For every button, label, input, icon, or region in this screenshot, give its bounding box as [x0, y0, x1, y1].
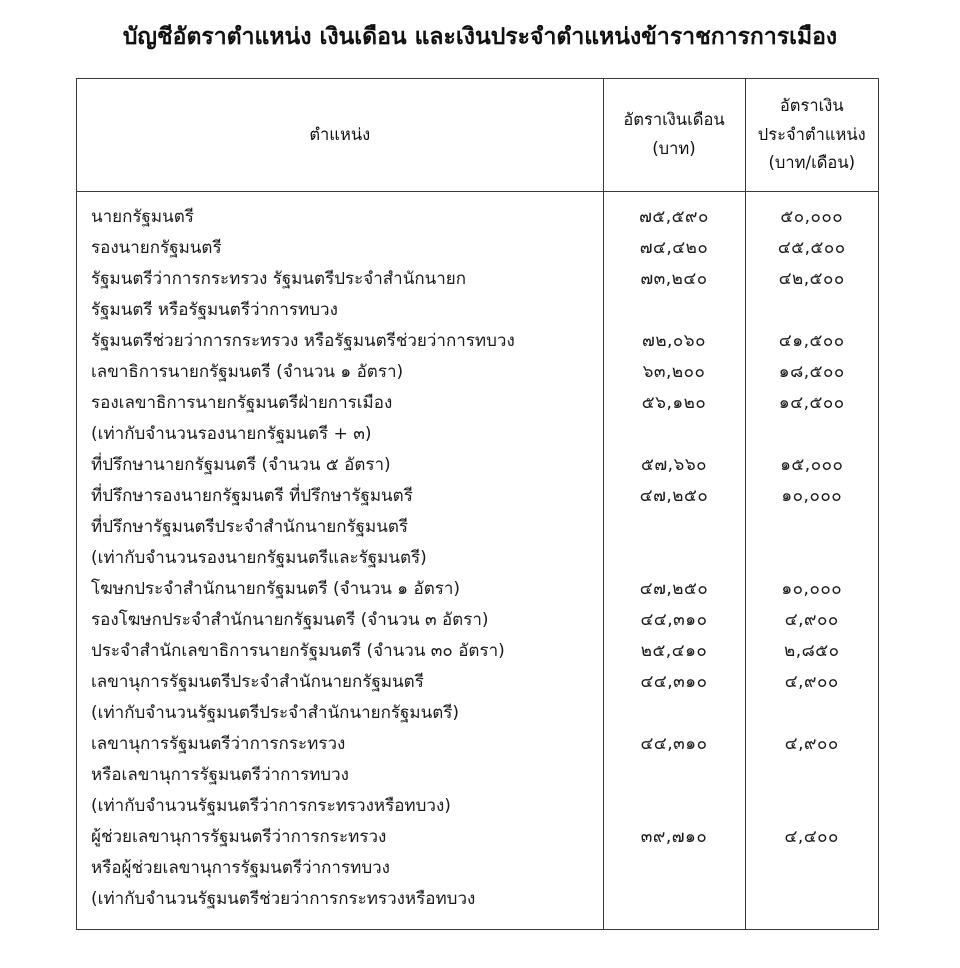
page-title: บัญชีอัตราตำแหน่ง เงินเดือน และเงินประจำตำแหน่งข้าราชการการเมือง	[122, 24, 838, 50]
position-line: รัฐมนตรี หรือรัฐมนตรีว่าการทบวง	[91, 300, 338, 320]
allowance-value: ๑๕,๐๐๐	[780, 455, 844, 475]
position-column	[77, 192, 603, 930]
allowance-value: ๔,๔๐๐	[784, 827, 839, 847]
salary-value: ๔๗,๒๕๐	[639, 486, 709, 506]
column-header-allowance-line2: ประจำตำแหน่ง	[757, 124, 866, 144]
allowance-value: ๔๒,๕๐๐	[778, 269, 845, 289]
allowance-value: ๑๔,๕๐๐	[778, 393, 845, 413]
allowance-value: ๔,๙๐๐	[784, 734, 839, 754]
body-bottom-padding	[91, 915, 597, 929]
column-header-allowance-line3: (บาท/เดือน)	[768, 153, 856, 173]
position-line: ประจำสำนักเลขาธิการนายกรัฐมนตรี (จำนวน ๓๐ อัตรา)	[91, 641, 505, 661]
position-line: เลขานุการรัฐมนตรีว่าการกระทรวง	[91, 734, 346, 754]
salary-value: ๔๗,๒๕๐	[639, 579, 709, 599]
allowance-values	[746, 202, 879, 915]
body-bottom-padding	[746, 915, 879, 929]
salary-value: ๗๔,๔๒๐	[639, 238, 709, 258]
body-top-padding	[91, 192, 597, 202]
position-line: รองเลขาธิการนายกรัฐมนตรีฝ่ายการเมือง	[91, 393, 393, 413]
allowance-value: ๔๑,๕๐๐	[778, 331, 845, 351]
salary-value: ๔๔,๓๑๐	[640, 734, 708, 754]
position-line: (เท่ากับจำนวนรัฐมนตรีประจำสำนักนายกรัฐมนตรี)	[91, 703, 460, 723]
salary-value-filler	[604, 419, 745, 450]
body-bottom-padding	[604, 915, 745, 929]
salary-value: ๗๒,๐๖๐	[642, 331, 706, 351]
position-line: (เท่ากับจำนวนรองนายกรัฐมนตรีและรัฐมนตรี)	[91, 548, 427, 568]
position-line: รองโฆษกประจำสำนักนายกรัฐมนตรี (จำนวน ๓ อัตรา)	[91, 610, 489, 630]
allowance-value-filler	[746, 512, 879, 543]
body-top-padding	[746, 192, 879, 202]
allowance-value-filler	[746, 853, 879, 884]
allowance-value: ๕๐,๐๐๐	[780, 207, 844, 227]
table-body	[77, 192, 878, 930]
salary-value-filler	[604, 543, 745, 574]
column-header-allowance-line1: อัตราเงิน	[779, 95, 844, 115]
allowance-value-filler	[746, 791, 879, 822]
allowance-value: ๑๐,๐๐๐	[781, 486, 843, 506]
position-line: ที่ปรึกษารัฐมนตรีประจำสำนักนายกรัฐมนตรี	[91, 517, 409, 537]
salary-value-filler	[604, 853, 745, 884]
allowance-column	[745, 192, 878, 930]
salary-value: ๖๓,๒๐๐	[642, 362, 706, 382]
position-line: ที่ปรึกษานายกรัฐมนตรี (จำนวน ๕ อัตรา)	[91, 455, 391, 475]
position-lines	[91, 202, 597, 915]
position-line: เลขาธิการนายกรัฐมนตรี (จำนวน ๑ อัตรา)	[91, 362, 404, 382]
salary-value: ๕๗,๖๖๐	[640, 455, 707, 475]
position-line: เลขานุการรัฐมนตรีประจำสำนักนายกรัฐมนตรี	[91, 672, 424, 692]
position-line: ผู้ช่วยเลขานุการรัฐมนตรีว่าการกระทรวง	[91, 827, 387, 847]
salary-value: ๕๖,๑๒๐	[641, 393, 707, 413]
position-line: หรือผู้ช่วยเลขานุการรัฐมนตรีว่าการทบวง	[91, 858, 390, 878]
salary-value-filler	[604, 512, 745, 543]
salary-value: ๗๓,๒๔๐	[640, 269, 708, 289]
column-header-allowance	[745, 79, 878, 192]
salary-value-filler	[604, 791, 745, 822]
allowance-value: ๔,๙๐๐	[784, 610, 839, 630]
position-line: (เท่ากับจำนวนรัฐมนตรีช่วยว่าการกระทรวงหรือทบวง	[91, 889, 476, 909]
allowance-value: ๑๘,๕๐๐	[778, 362, 845, 382]
column-header-position-label: ตำแหน่ง	[309, 124, 371, 144]
column-header-position	[77, 79, 603, 192]
column-header-salary-line2: (บาท)	[652, 139, 696, 158]
salary-value-filler	[604, 295, 745, 326]
salary-value: ๔๔,๓๑๐	[640, 610, 708, 630]
salary-value: ๒๕,๔๑๐	[640, 641, 708, 661]
allowance-value: ๔,๙๐๐	[784, 672, 839, 692]
salary-table	[77, 79, 878, 929]
table-header-row	[77, 79, 878, 192]
position-line: (เท่ากับจำนวนรัฐมนตรีว่าการกระทรวงหรือทบวง)	[91, 796, 451, 816]
position-line: (เท่ากับจำนวนรองนายกรัฐมนตรี + ๓)	[91, 424, 372, 444]
salary-table-container	[76, 78, 879, 930]
position-line: ที่ปรึกษารองนายกรัฐมนตรี ที่ปรึกษารัฐมนตรี	[91, 486, 413, 506]
allowance-value-filler	[746, 760, 879, 791]
salary-value-filler	[604, 698, 745, 729]
column-header-salary	[603, 79, 745, 192]
position-line: รองนายกรัฐมนตรี	[91, 238, 222, 258]
salary-value: ๓๙,๗๑๐	[640, 827, 708, 847]
allowance-value-filler	[746, 543, 879, 574]
table-header	[77, 79, 878, 192]
body-top-padding	[604, 192, 745, 202]
position-line: รัฐมนตรีว่าการกระทรวง รัฐมนตรีประจำสำนักนายก	[91, 269, 467, 289]
column-header-salary-line1: อัตราเงินเดือน	[623, 110, 725, 130]
allowance-value-filler	[746, 295, 879, 326]
salary-values	[604, 202, 745, 915]
allowance-value-filler	[746, 419, 879, 450]
position-line: โฆษกประจำสำนักนายกรัฐมนตรี (จำนวน ๑ อัตรา)	[91, 579, 461, 599]
salary-value-filler	[604, 884, 745, 915]
salary-value-filler	[604, 760, 745, 791]
position-line: หรือเลขานุการรัฐมนตรีว่าการทบวง	[91, 765, 349, 785]
salary-value: ๔๔,๓๑๐	[640, 672, 708, 692]
salary-value: ๗๕,๕๙๐	[639, 207, 709, 227]
allowance-value-filler	[746, 884, 879, 915]
allowance-value: ๒,๘๕๐	[784, 641, 840, 661]
allowance-value: ๑๐,๐๐๐	[781, 579, 843, 599]
position-line: รัฐมนตรีช่วยว่าการกระทรวง หรือรัฐมนตรีช่วยว่าการทบวง	[91, 331, 515, 351]
position-line: นายกรัฐมนตรี	[91, 207, 194, 227]
salary-column	[603, 192, 745, 930]
table-body-row	[77, 192, 878, 930]
allowance-value: ๔๕,๕๐๐	[777, 238, 846, 258]
allowance-value-filler	[746, 698, 879, 729]
